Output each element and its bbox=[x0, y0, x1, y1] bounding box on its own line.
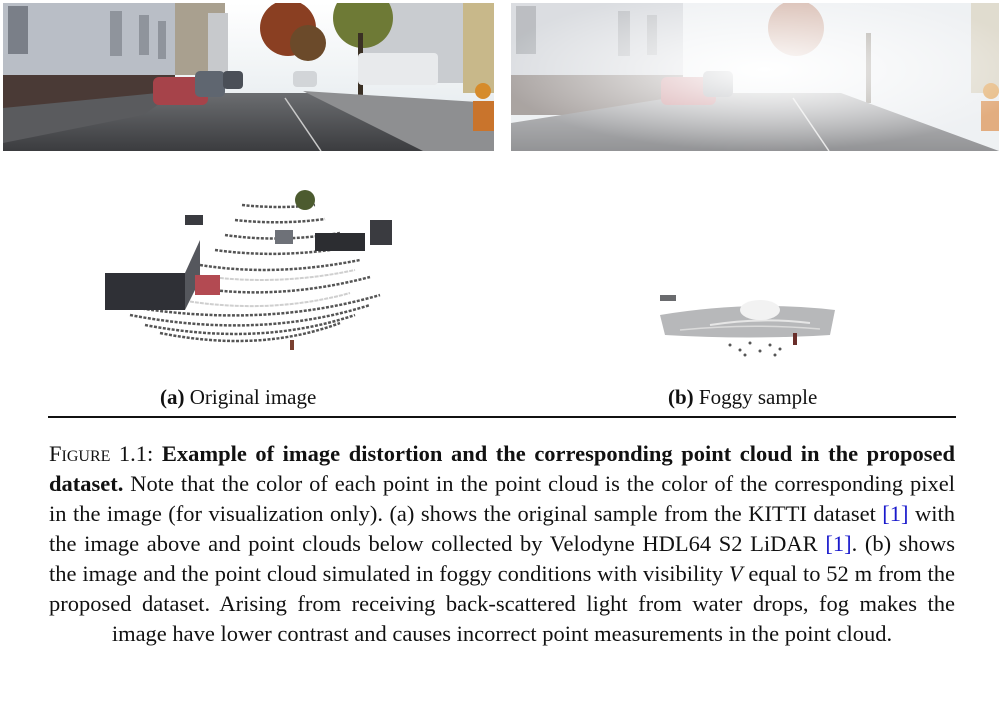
figure-label: Figure 1.1: bbox=[49, 441, 154, 466]
caption-text-4: equal to 52 m from the proposed dataset. Arising from receiving back-scattered light from water drops, fog makes the image have lower contrast and causes incorrect point measurements in the point cloud. bbox=[49, 561, 956, 646]
caption-text-2: with the image above and point clouds below collected by Velodyne HDL64 S2 LiDAR bbox=[49, 501, 955, 556]
citation-link-2[interactable]: [1] bbox=[825, 531, 852, 556]
figure-caption bbox=[49, 439, 955, 649]
caption-divider bbox=[48, 416, 956, 418]
citation-link-1[interactable]: [1] bbox=[882, 501, 909, 526]
subcaption-b-title: Foggy sample bbox=[698, 385, 818, 409]
foggy-street-image bbox=[511, 3, 999, 151]
variable-v: V bbox=[728, 561, 743, 586]
original-street-image bbox=[3, 3, 494, 151]
caption-text-1: Note that the color of each point in the point cloud is the color of the corresponding pixel in the image (for visualization only). (a) shows the original sample from the KITTI dataset bbox=[49, 471, 955, 526]
subcaption-a-label: (a) bbox=[160, 385, 185, 409]
subcaption-b bbox=[668, 384, 817, 410]
caption-title: Example of image distortion and the corresponding point cloud in the proposed dataset. bbox=[49, 441, 956, 496]
subcaption-b-label: (b) bbox=[668, 385, 694, 409]
subcaption-a bbox=[160, 384, 316, 410]
subcaption-a-title: Original image bbox=[189, 385, 317, 409]
caption-text-3: . (b) shows the image and the point cloud simulated in foggy conditions with visibility bbox=[49, 531, 956, 586]
foggy-point-cloud bbox=[650, 285, 850, 365]
original-point-cloud bbox=[100, 155, 420, 355]
